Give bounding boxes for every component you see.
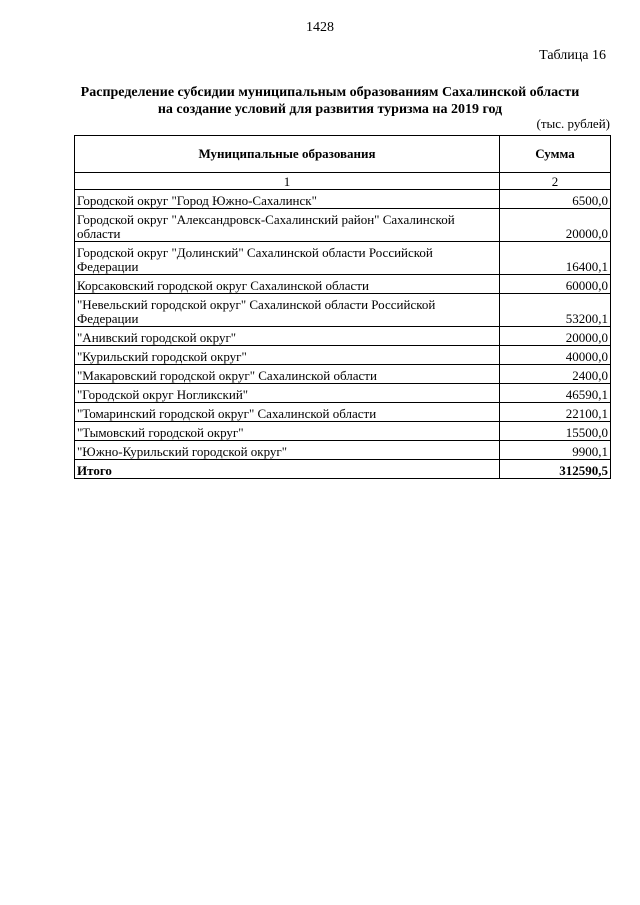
row-name: "Макаровский городской округ" Сахалинской области — [75, 365, 500, 384]
row-sum: 40000,0 — [500, 346, 611, 365]
row-name: Городской округ "Александровск-Сахалинский район" Сахалинской области — [75, 209, 500, 242]
column-header-name: Муниципальные образования — [75, 136, 500, 173]
table-row — [75, 190, 611, 209]
row-name: "Курильский городской округ" — [75, 346, 500, 365]
page-number: 1428 — [306, 20, 334, 35]
row-sum: 46590,1 — [500, 384, 611, 403]
row-sum: 6500,0 — [500, 190, 611, 209]
column-number-2: 2 — [500, 173, 611, 190]
row-name: "Невельский городской округ" Сахалинской области Российской Федерации — [75, 294, 500, 327]
table-row — [75, 346, 611, 365]
title-line-2: на создание условий для развития туризма на 2019 год — [157, 102, 503, 117]
subsidy-table — [74, 135, 611, 479]
row-sum: 53200,1 — [500, 294, 611, 327]
table-row — [75, 275, 611, 294]
table-row — [75, 242, 611, 275]
total-sum: 312590,5 — [500, 460, 611, 479]
row-name: Городской округ "Долинский" Сахалинской области Российской Федерации — [75, 242, 500, 275]
row-name: "Южно-Курильский городской округ" — [75, 441, 500, 460]
column-number-1: 1 — [75, 173, 500, 190]
document-title — [0, 84, 640, 118]
row-name: "Тымовский городской округ" — [75, 422, 500, 441]
table-row — [75, 422, 611, 441]
row-sum: 22100,1 — [500, 403, 611, 422]
total-row — [75, 460, 611, 479]
table-row — [75, 327, 611, 346]
table-label: Таблица 16 — [539, 48, 606, 63]
table-row — [75, 384, 611, 403]
row-sum: 16400,1 — [500, 242, 611, 275]
row-name: "Томаринский городской округ" Сахалинской области — [75, 403, 500, 422]
row-name: Городской округ "Город Южно-Сахалинск" — [75, 190, 500, 209]
column-header-sum: Сумма — [500, 136, 611, 173]
table-row — [75, 365, 611, 384]
title-line-1: Распределение субсидии муниципальным образованиям Сахалинской области — [80, 85, 580, 100]
total-label: Итого — [75, 460, 500, 479]
table-row — [75, 441, 611, 460]
row-name: "Городской округ Ногликский" — [75, 384, 500, 403]
row-name: Корсаковский городской округ Сахалинской области — [75, 275, 500, 294]
row-sum: 15500,0 — [500, 422, 611, 441]
table-row — [75, 403, 611, 422]
table-row — [75, 209, 611, 242]
row-sum: 20000,0 — [500, 327, 611, 346]
unit-label: (тыс. рублей) — [536, 116, 610, 131]
row-sum: 60000,0 — [500, 275, 611, 294]
row-name: "Анивский городской округ" — [75, 327, 500, 346]
row-sum: 9900,1 — [500, 441, 611, 460]
table-row — [75, 294, 611, 327]
row-sum: 20000,0 — [500, 209, 611, 242]
row-sum: 2400,0 — [500, 365, 611, 384]
